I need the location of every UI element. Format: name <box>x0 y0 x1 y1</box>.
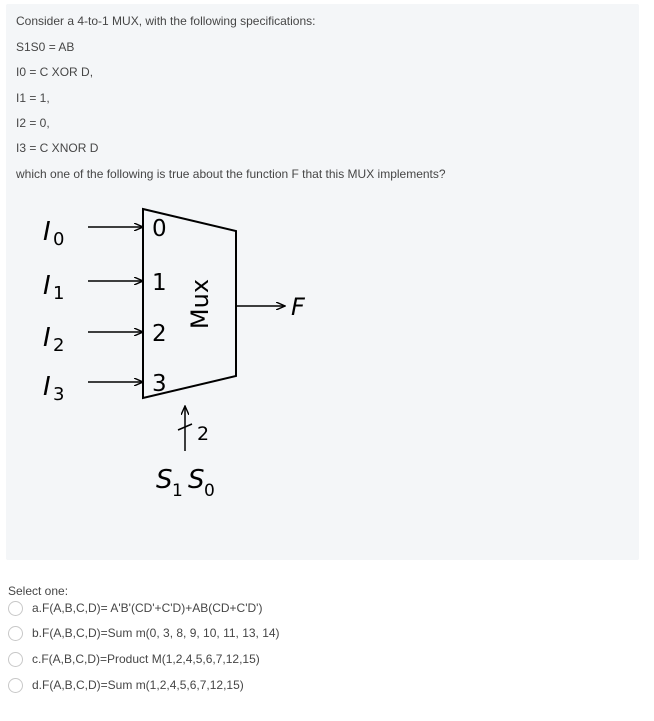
select-width-label: 2 <box>197 423 210 445</box>
answer-option-text[interactable]: b.F(A,B,C,D)=Sum m(0, 3, 8, 9, 10, 11, 13, 14) <box>32 626 280 640</box>
question-text-line: I1 = 1, <box>16 91 50 105</box>
svg-text:I: I <box>43 217 51 247</box>
svg-text:3: 3 <box>53 384 65 405</box>
question-text-line: I3 = C XNOR D <box>16 141 99 155</box>
mux-diagram <box>6 4 639 560</box>
answer-option-text[interactable]: d.F(A,B,C,D)=Sum m(1,2,4,5,6,7,12,15) <box>32 678 244 692</box>
answer-option-a[interactable] <box>8 598 262 618</box>
svg-text:1: 1 <box>172 481 183 501</box>
radio-button[interactable] <box>8 652 23 667</box>
svg-text:S: S <box>188 465 205 495</box>
question-text-line: which one of the following is true about the function F that this MUX implements? <box>16 167 446 181</box>
select-one-label: Select one: <box>8 584 69 598</box>
question-text-line: S1S0 = AB <box>16 40 75 54</box>
port-number-1: 1 <box>152 270 167 296</box>
question-text-line: I0 = C XOR D, <box>16 65 94 79</box>
port-number-3: 3 <box>152 371 167 397</box>
select-label-s0 <box>188 465 215 501</box>
question-text-line: Consider a 4-to-1 MUX, with the following specifications: <box>16 14 316 28</box>
question-text-line: I2 = 0, <box>16 116 50 130</box>
svg-text:1: 1 <box>53 283 65 304</box>
port-number-0: 0 <box>152 216 167 242</box>
svg-text:S: S <box>156 465 173 495</box>
input-label-i1 <box>43 271 64 304</box>
output-label-f: F <box>291 293 305 321</box>
question-box <box>6 4 639 560</box>
mux-label: Mux <box>186 278 214 330</box>
svg-text:0: 0 <box>53 229 65 250</box>
input-label-i3 <box>43 372 64 405</box>
input-label-i0 <box>43 217 64 250</box>
answer-option-text[interactable]: c.F(A,B,C,D)=Product M(1,2,4,5,6,7,12,15) <box>32 652 260 666</box>
radio-button[interactable] <box>8 601 23 616</box>
answer-option-d[interactable] <box>8 675 244 695</box>
input-label-i2 <box>43 323 64 356</box>
answer-option-c[interactable] <box>8 649 260 669</box>
svg-text:I: I <box>43 372 51 402</box>
svg-text:I: I <box>43 323 51 353</box>
svg-text:I: I <box>43 271 51 301</box>
svg-text:0: 0 <box>204 481 215 501</box>
svg-text:2: 2 <box>53 335 65 356</box>
port-number-2: 2 <box>152 321 167 347</box>
radio-button[interactable] <box>8 626 23 641</box>
answer-option-b[interactable] <box>8 623 280 643</box>
answer-option-text[interactable]: a.F(A,B,C,D)= A'B'(CD'+C'D)+AB(CD+C'D') <box>32 601 263 615</box>
select-label-s1 <box>156 465 183 501</box>
radio-button[interactable] <box>8 678 23 693</box>
